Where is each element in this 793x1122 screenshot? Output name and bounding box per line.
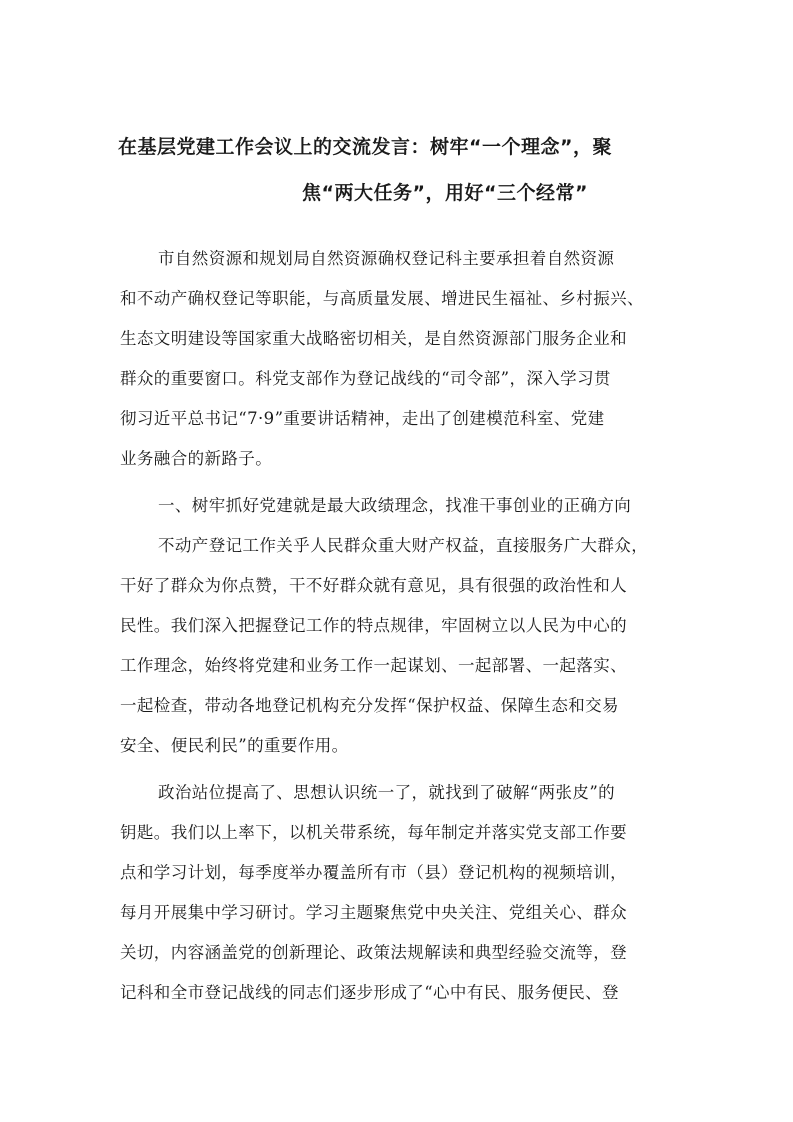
document-title-line-1: 在基层党建工作会议上的交流发言：树牢“一个理念”，聚 bbox=[118, 136, 612, 158]
paragraph-line: 工作理念，始终将党建和业务工作一起谋划、一起部署、一起落实、 bbox=[120, 656, 627, 675]
paragraph-line: 每月开展集中学习研讨。学习主题聚焦党中央关注、党组关心、群众 bbox=[120, 903, 627, 922]
paragraph-line: 群众的重要窗口。科党支部作为登记战线的“司令部”，深入学习贯 bbox=[120, 369, 611, 388]
paragraph-line: 不动产登记工作关乎人民群众重大财产权益，直接服务广大群众， bbox=[158, 536, 649, 555]
paragraph-line: 点和学习计划，每季度举办覆盖所有市（县）登记机构的视频培训， bbox=[120, 863, 627, 882]
paragraph-line: 生态文明建设等国家重大战略密切相关，是自然资源部门服务企业和 bbox=[120, 329, 627, 348]
paragraph-line: 记科和全市登记战线的同志们逐步形成了“心中有民、服务便民、登 bbox=[120, 983, 619, 1002]
paragraph-line: 和不动产确权登记等职能，与高质量发展、增进民生福祉、乡村振兴、 bbox=[120, 289, 644, 308]
paragraph-line: 政治站位提高了、思想认识统一了，就找到了破解“两张皮”的 bbox=[158, 783, 616, 802]
paragraph-line: 安全、便民利民”的重要作用。 bbox=[120, 736, 349, 755]
paragraph-line: 钥匙。我们以上率下，以机关带系统，每年制定并落实党支部工作要 bbox=[120, 823, 627, 842]
section-heading-line: 一、树牢抓好党建就是最大政绩理念，找准干事创业的正确方向 bbox=[158, 496, 632, 515]
paragraph-line: 彻习近平总书记“7·9”重要讲话精神，走出了创建模范科室、党建 bbox=[120, 409, 605, 428]
paragraph-line: 民性。我们深入把握登记工作的特点规律，牢固树立以人民为中心的 bbox=[120, 616, 627, 635]
paragraph-line: 一起检查，带动各地登记机构充分发挥“保护权益、保障生态和交易 bbox=[120, 696, 619, 715]
paragraph-line: 市自然资源和规划局自然资源确权登记科主要承担着自然资源 bbox=[158, 249, 615, 268]
document-title-line-2: 焦“两大任务”，用好“三个经常” bbox=[302, 182, 588, 204]
paragraph-line: 关切，内容涵盖党的创新理论、政策法规解读和典型经验交流等，登 bbox=[120, 943, 627, 962]
paragraph-line: 干好了群众为你点赞，干不好群众就有意见，具有很强的政治性和人 bbox=[120, 576, 627, 595]
paragraph-line: 业务融合的新路子。 bbox=[120, 449, 273, 468]
